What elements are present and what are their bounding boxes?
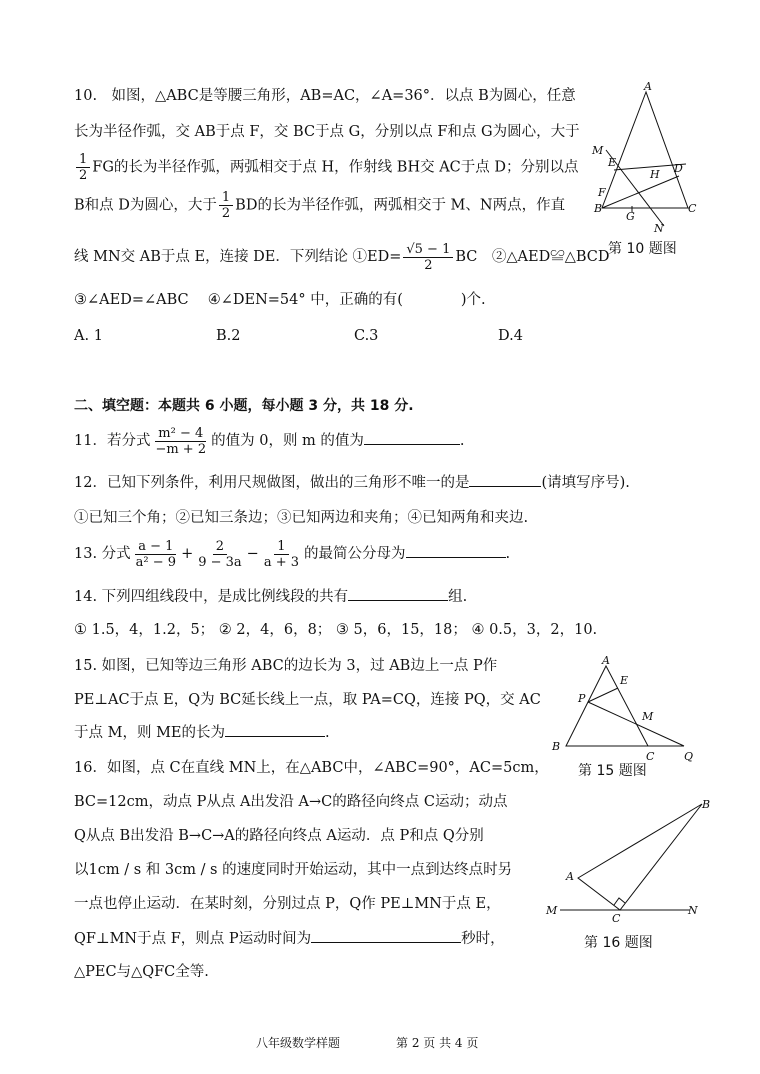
figure-caption: 第 15 题图 <box>578 763 647 779</box>
q10-option-a: A. 1 <box>74 328 103 344</box>
figure-q16 <box>540 794 716 924</box>
fig10-label: G <box>626 210 635 223</box>
fig16-label: C <box>612 912 621 924</box>
q10-option-d: D.4 <box>498 328 523 344</box>
q14-line2: ① 1.5，4，1.2，5； ② 2，4，6，8； ③ 5，6，15，18； ④ 0.5，3，2，10. <box>74 622 598 638</box>
fig15-label: E <box>620 674 629 687</box>
fraction: $\frac{√5 - 1}{2}$ <box>403 242 453 273</box>
fraction: $\frac{2}{9 - 3a}$ <box>198 538 242 570</box>
q11: 11．若分式 $\frac{\text{m² − 4}}{-m + 2}$ 的值为 0，则 m 的值为 . <box>74 425 465 457</box>
fig15-label: B <box>552 740 561 753</box>
answer-blank[interactable] <box>311 928 461 943</box>
fig15-label: C <box>646 750 655 762</box>
q16-line7: △PEC与△QFC全等. <box>74 964 209 980</box>
fig10-label: N <box>654 222 664 235</box>
q16-line1: 16．如图，点 C在直线 MN上，在△ABC中，∠ABC=90°，AC=5cm， <box>74 760 549 776</box>
q13: 13. 分式 $\frac{a - 1}{\text{a² − 9}}$ + $\frac{2}{9 - 3a}$ − $\frac{1}{a + 3}$ 的最简公分母为 . <box>74 538 511 570</box>
fig10-label: D <box>674 162 683 175</box>
fig16-label: M <box>546 904 558 917</box>
section-heading: 二、填空题：本题共 6 小题，每小题 3 分，共 18 分. <box>74 398 414 414</box>
fig10-label: E <box>608 156 617 169</box>
fig16-label: A <box>566 870 574 883</box>
footer-title: 八年级数学样题 <box>256 1036 341 1050</box>
fig16-label: N <box>688 904 698 917</box>
q16-line5: 一点也停止运动．在某时刻，分别过点 P，Q作 PE⊥MN于点 E， <box>74 896 501 912</box>
answer-blank[interactable] <box>225 722 325 737</box>
fig15-label: A <box>602 654 610 667</box>
q16-line3: Q从点 B出发沿 B→C→A的路径向终点 A运动．点 P和点 Q分别 <box>74 828 484 844</box>
q10-line5: 线 MN交 AB于点 E，连接 DE．下列结论 ①ED= $\frac{√5 - 1}{2}$ BC ②△AED≌△BCD <box>74 241 610 273</box>
fig10-label: M <box>592 144 604 157</box>
fraction: $\frac{a - 1}{\text{a² − 9}}$ <box>135 538 177 570</box>
fig16-label: B <box>702 798 711 811</box>
q10-option-c: C.3 <box>354 328 379 344</box>
fig10-label: A <box>644 80 652 93</box>
fig10-label: F <box>598 186 606 199</box>
q15-line2: PE⊥AC于点 E，Q为 BC延长线上一点，取 PA=CQ，连接 PQ，交 AC <box>74 692 541 708</box>
q10-line4: B和点 D为圆心，大于 $\frac{1}{2}$ BD的长为半径作弧，两弧相交于 M、N两点，作直 <box>74 190 566 221</box>
figure-caption: 第 16 题图 <box>584 935 653 951</box>
q15-line3: 于点 M，则 ME的长为 . <box>74 722 330 743</box>
q16-line4: 以1cm / s 和 3cm / s 的速度同时开始运动，其中一点到达终点时另 <box>74 862 513 878</box>
fig10-label: B <box>594 202 603 215</box>
fig10-label: C <box>688 202 697 215</box>
fig15-label: M <box>642 710 654 723</box>
fraction: $\frac{1}{a + 3}$ <box>263 538 300 570</box>
fig10-label: H <box>650 168 660 181</box>
fraction: $\frac{\text{m² − 4}}{-m + 2}$ <box>155 425 207 457</box>
q14-line1: 14. 下列四组线段中，是成比例线段的共有 组. <box>74 586 467 607</box>
q12-line1: 12．已知下列条件，利用尺规做图，做出的三角形不唯一的是 (请填写序号). <box>74 472 630 493</box>
answer-blank[interactable] <box>364 430 460 445</box>
figure-q10 <box>584 80 704 240</box>
fig15-label: P <box>578 692 586 705</box>
q15-line1: 15. 如图，已知等边三角形 ABC的边长为 3，过 AB边上一点 P作 <box>74 658 498 674</box>
q10-line3: $\frac{1}{2}$ FG的长为半径作弧，两弧相交于点 H，作射线 BH交 AC于点 D；分别以点 <box>74 152 579 183</box>
answer-blank[interactable] <box>469 472 541 487</box>
fig15-label: Q <box>684 750 694 762</box>
q12-line2: ①已知三个角；②已知三条边；③已知两边和夹角；④已知两角和夹边. <box>74 510 529 526</box>
answer-blank[interactable] <box>348 586 448 601</box>
q10-line1: 10. 如图，△ABC是等腰三角形，AB=AC，∠A=36°．以点 B为圆心，任意 <box>74 88 576 104</box>
fraction: $\frac{1}{2}$ <box>219 190 233 221</box>
q16-line6: QF⊥MN于点 F，则点 P运动时间为 秒时， <box>74 928 505 949</box>
figure-caption: 第 10 题图 <box>608 241 677 257</box>
answer-blank[interactable] <box>406 543 506 558</box>
q10-option-b: B.2 <box>216 328 241 344</box>
q10-line6: ③∠AED=∠ABC ④∠DEN=54° 中，正确的有( )个. <box>74 292 486 308</box>
fraction: $\frac{1}{2}$ <box>76 152 90 183</box>
q10-line2: 长为半径作弧，交 AB于点 F，交 BC于点 G，分别以点 F和点 G为圆心，大于 <box>74 124 580 140</box>
q16-line2: BC=12cm，动点 P从点 A出发沿 A→C的路径向终点 C运动；动点 <box>74 794 508 810</box>
figure-q15 <box>544 652 704 762</box>
page-number: 第 2 页 共 4 页 <box>396 1036 479 1050</box>
